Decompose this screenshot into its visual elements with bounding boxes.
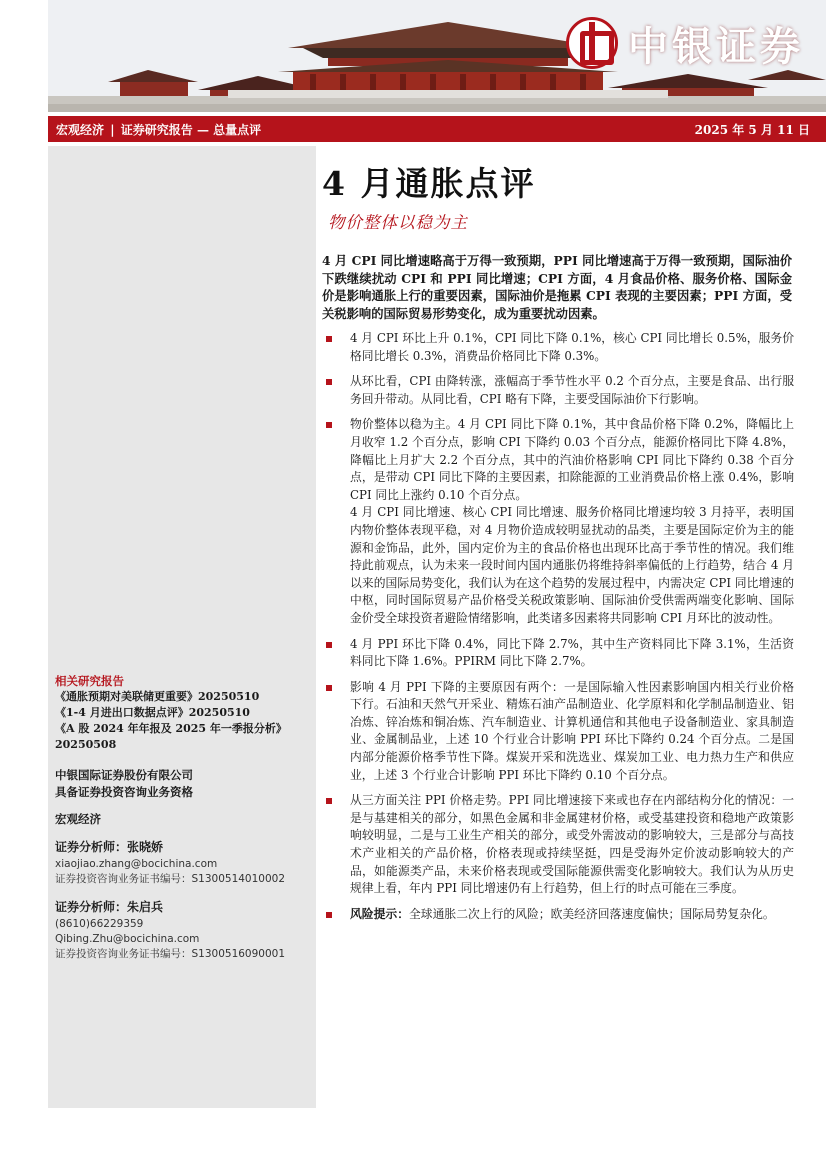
header-separator: | [110, 122, 115, 137]
bullet-square-icon [326, 798, 332, 804]
bullet-point [326, 679, 794, 785]
bullet-text: 物价整体以稳为主。4 月 CPI 同比下降 0.1%，其中食品价格下降 0.2%，降幅比上月收窄 1.2 个百分点，影响 CPI 下降约 0.03 个百分点，能源价格同比下降 4.8%，降幅比上月扩大 2.2 个百分点，其中的汽油价格影响 CPI 同比下降约 0.38 个百分点，是带动 CPI 同比下降的主要因素，扣除能源的工业消费品价格上涨 0.4%，影响 CPI 同比上涨约 0.10 个百分点。 [350, 417, 794, 502]
report-category-line [56, 121, 263, 138]
related-report-link[interactable]: 《1-4 月进出口数据点评》20250510 [55, 706, 250, 719]
analyst-license: 证券投资咨询业务证书编号：S1300516090001 [55, 948, 286, 960]
related-report-link[interactable]: 《通胀预期对美联储更重要》20250510 [55, 690, 260, 703]
report-date: 2025 年 5 月 11 日 [694, 122, 810, 137]
header-banner [48, 0, 826, 112]
bullet-point [326, 636, 794, 671]
related-reports-heading: 相关研究报告 [55, 674, 124, 688]
firm-name: 中银国际证券股份有限公司 [55, 768, 193, 782]
bullet-square-icon [326, 912, 332, 918]
bullet-point [326, 416, 794, 627]
bullet-square-icon [326, 422, 332, 428]
analyst-card [55, 837, 313, 887]
bullet-text: 从三方面关注 PPI 价格走势。PPI 同比增速接下来或也存在内部结构分化的情况：一是与基建相关的部分，如黑色金属和非金属建材价格，或受基建投资和稳地产政策影响较明显，二是与工业生产相关的部分，或受外需波动的影响较大，三是部分与高技术产业相关的产品价格，价格表现或持续坚挺，四是受海外定价波动影响较大的产品，如能源类产品，未来价格表现或受国际能源供需变化影响较大。我们认为从历史规律上看，年内 PPI 同比增速仍有上行趋势，但上行的时点可能在三季度。 [350, 793, 794, 896]
bullet-square-icon [326, 379, 332, 385]
bullet-text: 从环比看，CPI 由降转涨，涨幅高于季节性水平 0.2 个百分点，主要是食品、出行服务回升带动。从同比看，CPI 略有下降，主要受国际油价下行影响。 [350, 374, 794, 406]
bullet-text: 4 月 PPI 环比下降 0.4%，同比下降 2.7%，其中生产资料同比下降 3.1%，生活资料同比下降 1.6%。PPIRM 同比下降 2.7%。 [350, 636, 794, 669]
sector-label: 宏观经济 [55, 812, 101, 826]
report-category: 宏观经济 [56, 122, 105, 137]
report-subtitle: 物价整体以稳为主 [328, 213, 468, 232]
analyst-name: 证券分析师：张晓娇 [55, 840, 164, 854]
analyst-license: 证券投资咨询业务证书编号：S1300514010002 [55, 873, 286, 885]
bullet-square-icon [326, 336, 332, 342]
report-type: 证券研究报告 — 总量点评 [120, 122, 262, 137]
key-points-list [326, 330, 794, 931]
bullet-text: 影响 4 月 PPI 下降的主要原因有两个：一是国际输入性因素影响国内相关行业价格下行。石油和天然气开采业、精炼石油产品制造业、化学原料和化学制品制造业、铝冶炼、锌冶炼和铜冶炼、汽车制造业、计算机通信和其他电子设备制造业、家具制造业、金属制品业，上述 10 个行业合计影响 PPI 环比下降约 0.24 个百分点。二是国内部分能源价格季节性下降。煤炭开采和洗选业、煤炭加工业、电力热力生产和供应业，上述 3 个行业合计影响 PPI 环比下降约 0.10 个百分点。 [350, 679, 794, 782]
report-header-bar [48, 116, 826, 142]
risk-warning [326, 906, 794, 924]
bullet-square-icon [326, 685, 332, 691]
bullet-text-continued: 4 月 CPI 同比增速、核心 CPI 同比增速、服务价格同比增速均较 3 月持平，表明国内物价整体表现平稳，对 4 月物价造成较明显扰动的品类，主要是国际定价为主的能源和金饰品，此外，国内定价为主的食品价格也出现环比高于季节性的情况。我们维持此前观点，认为未来一段时间内国内通胀仍将维持斜率偏低的上行趋势，结合 4 月以来的国际局势变化，我们认为在这个趋势的发展过程中，内需决定 CPI 同比增速的中枢，同时国际贸易产品价格受关税政策影响、国际油价受供需两端变化影响、国际金价受全球投资者避险情绪影响，此类诸多因素将共同影响 CPI 月环比的波动性。 [350, 505, 794, 625]
sidebar-content [55, 673, 313, 962]
analyst-phone: (8610)66229359 [55, 918, 144, 930]
analyst-email[interactable]: xiaojiao.zhang@bocichina.com [55, 858, 218, 870]
report-title: 4 月通胀点评 [322, 164, 536, 203]
logo-text: 中银证券 [628, 23, 804, 70]
analyst-email[interactable]: Qibing.Zhu@bocichina.com [55, 933, 200, 945]
bullet-point [326, 330, 794, 365]
report-summary: 4 月 CPI 同比增速略高于万得一致预期，PPI 同比增速高于万得一致预期，国际油价下跌继续扰动 CPI 和 PPI 同比增速；CPI 方面，4 月食品价格、服务价格、国际金价是影响通胀上行的重要因素，国际油价是拖累 CPI 表现的主要因素；PPI 方面，受关税影响的国际贸易形势变化，成为重要扰动因素。 [322, 253, 792, 321]
risk-warning-label: 风险提示： [350, 906, 409, 921]
risk-warning-text: 全球通胀二次上行的风险；欧美经济回落速度偏快；国际局势复杂化。 [409, 906, 775, 921]
firm-info [55, 767, 313, 801]
related-report-link[interactable]: 《A 股 2024 年年报及 2025 年一季报分析》20250508 [55, 722, 287, 751]
bullet-point [326, 373, 794, 408]
bullet-point [326, 792, 794, 898]
firm-qualification: 具备证券投资咨询业务资格 [55, 785, 193, 799]
sidebar-panel [48, 146, 316, 1108]
boc-logo-icon [566, 17, 618, 69]
analyst-name: 证券分析师：朱启兵 [55, 900, 164, 914]
bullet-square-icon [326, 642, 332, 648]
bullet-text: 4 月 CPI 环比上升 0.1%，CPI 同比下降 0.1%，核心 CPI 同比增长 0.5%，服务价格同比增长 0.3%，消费品价格同比下降 0.3%。 [350, 331, 794, 363]
analyst-card [55, 897, 313, 962]
company-logo [566, 14, 804, 72]
